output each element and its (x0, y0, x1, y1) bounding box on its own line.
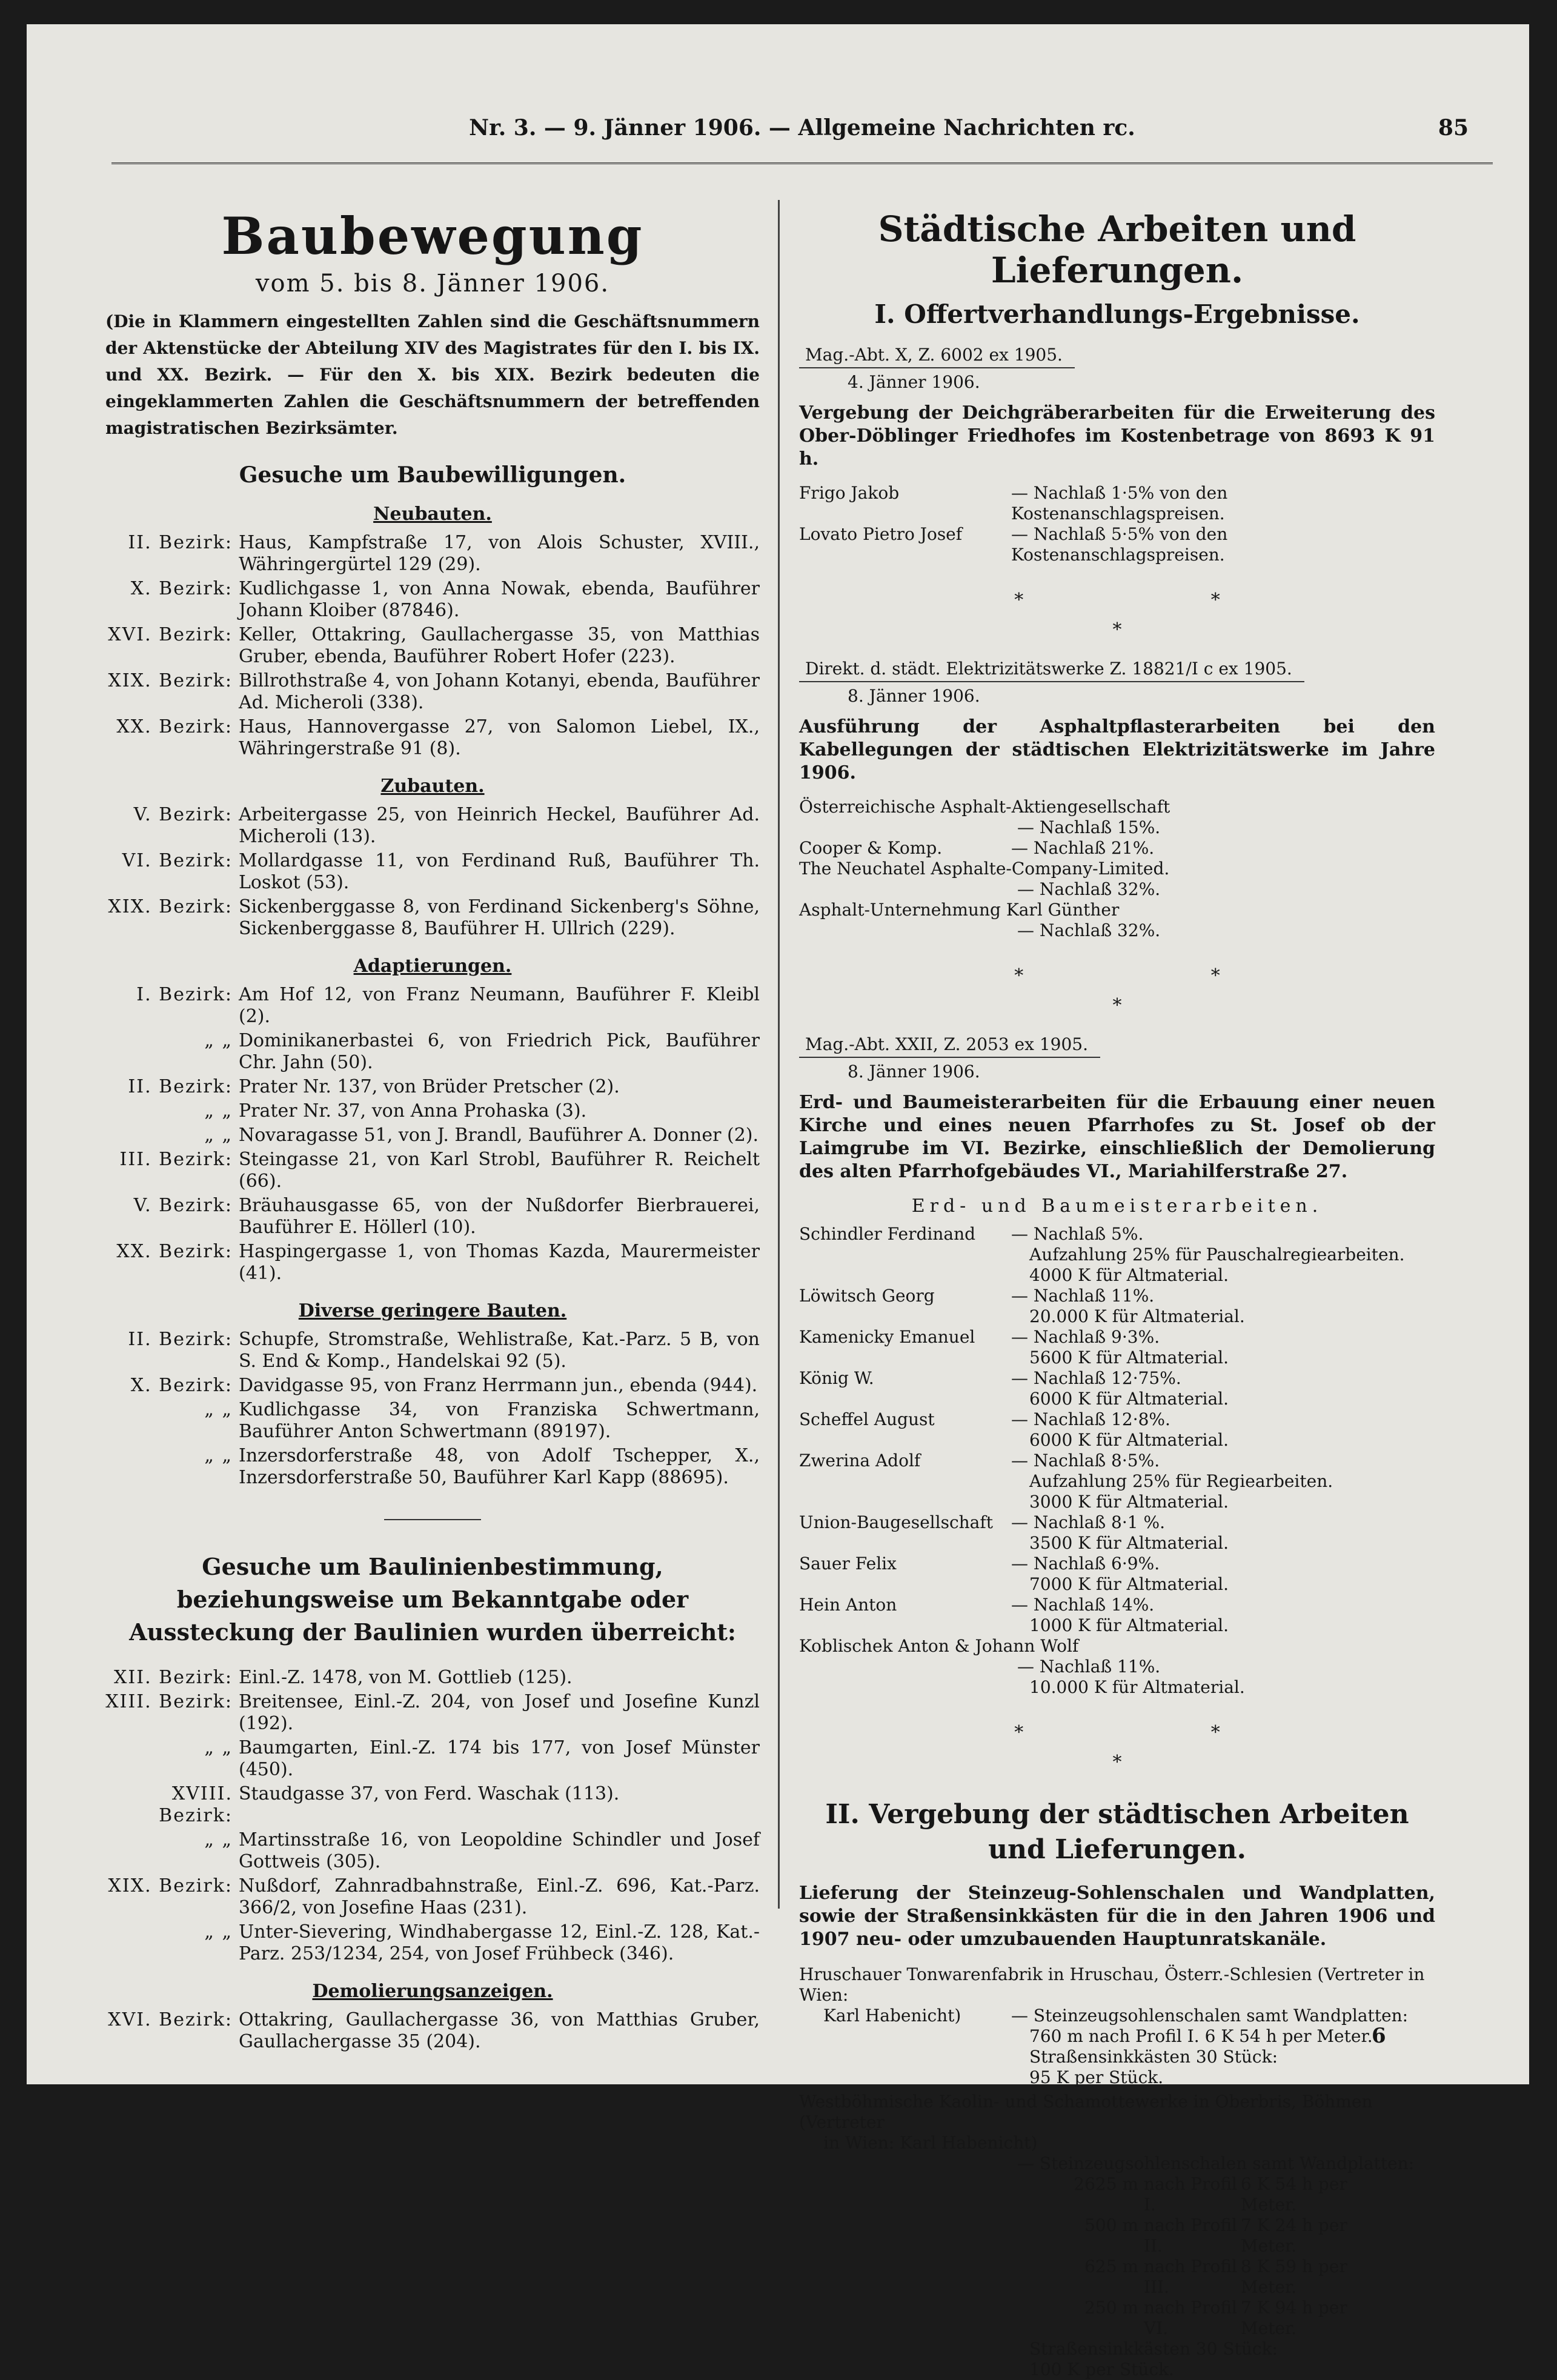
bidder-name: Koblischek Anton & Johann Wolf (799, 1636, 1079, 1656)
list-item: X. Bezirk: Davidgasse 95, von Franz Herrmann jun., ebenda (944). (130, 1375, 758, 1396)
list-item: XIX. Bezirk: Nußdorf, Zahnradbahnstraße, Einl.-Z. 696, Kat.-Parz. 366/2, von Josefine Haas (231). (108, 1875, 760, 1918)
list-item: I. Bezirk: Am Hof 12, von Franz Neumann, Bauführer F. Kleibl (2). (136, 984, 760, 1027)
date-range: vom 5. bis 8. Jänner 1906. (255, 270, 610, 298)
bid-detail: 3000 K für Altmaterial. (1029, 1492, 1229, 1512)
bid-detail: 6000 K für Altmaterial. (1029, 1389, 1229, 1409)
reference-date: 8. Jänner 1906. (848, 1062, 980, 1082)
bid-row: Löwitsch Georg — Nachlaß 11%. (799, 1286, 1155, 1306)
table-row: 2625 m nach Profil I. 6 K 54 h per Meter. (1074, 2174, 1347, 2215)
main-title: Baubewegung (221, 206, 644, 266)
subsection-heading: Zubauten. (380, 776, 485, 797)
supplier-name: Westböhmische Kaolin- und Schamottewerke in Oberbris, Böhmen (Vertreter (799, 2092, 1373, 2132)
list-item: XIX. Bezirk: Billrothstraße 4, von Johann Kotanyi, ebenda, Bauführer Ad. Micheroli (338). (108, 670, 760, 713)
supplier-detail: 760 m nach Profil I. 6 K 54 h per Meter. (1029, 2026, 1373, 2046)
list-item: V. Bezirk: Arbeitergasse 25, von Heinrich Heckel, Bauführer Ad. Micheroli (13). (133, 804, 760, 847)
bid-detail: 1000 K für Altmaterial. (1029, 1615, 1229, 1635)
list-item: X. Bezirk: Kudlichgasse 1, von Anna Nowak, ebenda, Bauführer Johann Kloiber (87846). (130, 578, 760, 621)
list-item: „ „ Dominikanerbastei 6, von Friedrich Pick, Bauführer Chr. Jahn (50). (204, 1030, 760, 1073)
header-rule (111, 162, 1493, 170)
supplier-detail: Straßensinkkästen 30 Stück: (1029, 2339, 1278, 2359)
tender-description: Erd- und Baumeisterarbeiten für die Erbauung einer neuen Kirche und eines neuen Pfarrhofes zu St. Josef ob der Laimgrube im VI. Bezirke, einschließlich der Demolierung des alten Pfarrhofgebäudes VI., Mariahilferstraße 27. (799, 1092, 1435, 1182)
column-divider (778, 200, 780, 1909)
list-item: „ „ Martinsstraße 16, von Leopoldine Schindler und Josef Gottweis (305). (204, 1829, 760, 1872)
section-heading: Gesuche um Baulinienbestimmung, beziehungsweise um Bekanntgabe oder Aussteckung der Baulinien wurden überreicht: (129, 1553, 736, 1646)
bid-row: Union-Baugesellschaft — Nachlaß 8·1 %. (799, 1512, 1165, 1532)
bid-row: Sauer Felix — Nachlaß 6·9%. (799, 1554, 1160, 1574)
separator-stars: * * (1014, 590, 1311, 611)
reference-number: Direkt. d. städt. Elektrizitätswerke Z. 18821/I c ex 1905. (799, 659, 1304, 682)
delivery-description: Lieferung der Steinzeug-Sohlenschalen und Wandplatten, sowie der Straßensinkkästen für die in den Jahren 1906 und 1907 neu- oder umzubauenden Hauptunratskanäle. (799, 1883, 1435, 1950)
list-item: „ „ Inzersdorferstraße 48, von Adolf Tschepper, X., Inzersdorferstraße 50, Bauführer Karl Kapp (88695). (204, 1445, 760, 1488)
supplier-detail: 95 K per Stück. (1029, 2067, 1164, 2087)
bid-row: Kamenicky Emanuel — Nachlaß 9·3%. (799, 1327, 1160, 1347)
bid-value: — Nachlaß 32%. (1017, 920, 1161, 940)
bid-row: König W. — Nachlaß 12·75%. (799, 1368, 1181, 1388)
separator-star: * (1112, 1752, 1122, 1773)
separator-star: * (1112, 995, 1122, 1016)
bid-row: Lovato Pietro Josef — Nachlaß 5·5% von den Kostenanschlagspreisen. (799, 524, 1228, 565)
bid-detail: 7000 K für Altmaterial. (1029, 1574, 1229, 1594)
list-item: XIX. Bezirk: Sickenberggasse 8, von Ferdinand Sickenberg's Söhne, Sickenberggasse 8, Bauführer H. Ullrich (229). (108, 896, 760, 939)
bid-detail: Aufzahlung 25% für Pauschalregiearbeiten. (1029, 1245, 1405, 1265)
bid-row: Schindler Ferdinand — Nachlaß 5%. (799, 1224, 1144, 1244)
subsection-heading: Neubauten. (373, 504, 492, 525)
price-table (799, 2174, 1435, 2339)
bid-detail: 6000 K für Altmaterial. (1029, 1430, 1229, 1450)
bidder-name: The Neuchatel Asphalte-Company-Limited. (799, 859, 1170, 879)
reference-number: Mag.-Abt. XXII, Z. 2053 ex 1905. (799, 1034, 1100, 1058)
bid-value: — Nachlaß 11%. (1017, 1657, 1161, 1677)
bid-value: — Nachlaß 32%. (1017, 879, 1161, 899)
right-column (799, 194, 1435, 2380)
newspaper-page (27, 24, 1529, 2379)
table-row: 250 m nach Profil VI. 7 K 94 h per Meter. (1084, 2298, 1347, 2338)
supplier-detail: in Wien: Karl Habenicht) (823, 2133, 1038, 2153)
list-item: II. Bezirk: Schupfe, Stromstraße, Wehlistraße, Kat.-Parz. 5 B, von S. End & Komp., Handelskai 92 (5). (128, 1329, 760, 1372)
bid-detail: 10.000 K für Altmaterial. (1029, 1677, 1245, 1697)
tender-description: Ausführung der Asphaltpflasterarbeiten bei den Kabellegungen der städtischen Elektrizitätswerke im Jahre 1906. (799, 716, 1435, 783)
explanatory-note: (Die in Klammern eingestellten Zahlen sind die Geschäftsnummern der Aktenstücke der Abteilung XIV des Magistrates für den I. bis IX. und XX. Bezirk. — Für den X. bis XIX. Bezirk bedeuten die eingeklammerten Zahlen die Geschäftsnummern der betreffenden magistratischen Bezirksämter. (105, 311, 760, 438)
reference-number: Mag.-Abt. X, Z. 6002 ex 1905. (799, 345, 1075, 368)
separator-stars: * * (1014, 965, 1311, 986)
bid-detail: 20.000 K für Altmaterial. (1029, 1306, 1245, 1326)
bid-row: Scheffel August — Nachlaß 12·8%. (799, 1409, 1170, 1429)
section-divider (384, 1519, 481, 1520)
subsection-heading: Demolierungsanzeigen. (312, 1981, 553, 2002)
table-row: 500 m nach Profil II. 7 K 24 h per Meter. (1084, 2215, 1347, 2256)
reference-date: 8. Jänner 1906. (848, 686, 980, 706)
list-item: „ „ Baumgarten, Einl.-Z. 174 bis 177, von Josef Münster (450). (204, 1737, 760, 1780)
bidder-name: Österreichische Asphalt-Aktiengesellschaft (799, 797, 1170, 817)
signature-number: 6 (1372, 2024, 1386, 2048)
list-item: XX. Bezirk: Haspingergasse 1, von Thomas Kazda, Maurermeister (41). (116, 1241, 760, 1284)
tender-description: Vergebung der Deichgräberarbeiten für die Erweiterung des Ober-Döblinger Friedhofes im Kostenbetrage von 8693 K 91 h. (799, 402, 1435, 470)
bid-detail: 4000 K für Altmaterial. (1029, 1265, 1229, 1285)
page-header (111, 115, 1493, 158)
supplier-name: Hruschauer Tonwarenfabrik in Hruschau, Österr.-Schlesien (Vertreter in Wien: (799, 1964, 1425, 2005)
bid-detail: Aufzahlung 25% für Regiearbeiten. (1029, 1471, 1333, 1491)
list-item: XIII. Bezirk: Breitensee, Einl.-Z. 204, von Josef und Josefine Kunzl (192). (105, 1691, 760, 1734)
supplier-detail: 100 K per Stück. (1029, 2359, 1174, 2379)
section-heading: I. Offertverhandlungs-Ergebnisse. (874, 299, 1360, 329)
list-item: II. Bezirk: Prater Nr. 137, von Brüder Pretscher (2). (128, 1076, 620, 1097)
bid-row: Cooper & Komp. — Nachlaß 21%. (799, 838, 1155, 858)
supplier-detail: — Steinzeugsohlenschalen samt Wandplatten: (1017, 2153, 1415, 2173)
bidder-name: Asphalt-Unternehmung Karl Günther (799, 900, 1120, 920)
bid-detail: 3500 K für Altmaterial. (1029, 1533, 1229, 1553)
bid-detail: 5600 K für Altmaterial. (1029, 1348, 1229, 1368)
right-title: Städtische Arbeiten und Lieferungen. (878, 208, 1356, 291)
reference-date: 4. Jänner 1906. (848, 372, 980, 392)
list-item: „ „ Kudlichgasse 34, von Franziska Schwertmann, Bauführer Anton Schwertmann (89197). (204, 1399, 760, 1442)
bid-value: — Nachlaß 15%. (1017, 817, 1161, 837)
header-title: Nr. 3. — 9. Jänner 1906. — Allgemeine Nachrichten rc. (469, 115, 1135, 141)
subsection-heading: Diverse geringere Bauten. (298, 1300, 567, 1321)
separator-star: * (1112, 619, 1122, 640)
list-item: VI. Bezirk: Mollardgasse 11, von Ferdinand Ruß, Bauführer Th. Loskot (53). (122, 850, 760, 893)
bid-row: Hein Anton — Nachlaß 14%. (799, 1595, 1155, 1615)
list-item: „ „ Novaragasse 51, von J. Brandl, Bauführer A. Donner (2). (204, 1125, 759, 1146)
list-item: „ „ Prater Nr. 37, von Anna Prohaska (3). (204, 1100, 587, 1122)
supplier-detail: Straßensinkkästen 30 Stück: (1029, 2047, 1278, 2067)
list-item: XVI. Bezirk: Ottakring, Gaullachergasse 36, von Matthias Gruber, Gaullachergasse 35 (204). (108, 2009, 760, 2052)
list-item: „ „ Unter-Sievering, Windhabergasse 12, Einl.-Z. 128, Kat.-Parz. 253/1234, 254, von Josef Frühbeck (346). (204, 1921, 760, 1964)
section-heading: Gesuche um Baubewilligungen. (239, 462, 626, 488)
list-item: II. Bezirk: Haus, Kampfstraße 17, von Alois Schuster, XVIII., Währingergürtel 129 (29). (128, 532, 760, 575)
separator-stars: * * (1014, 1722, 1311, 1743)
bid-row: Frigo Jakob — Nachlaß 1·5% von den Kostenanschlagspreisen. (799, 483, 1228, 524)
section-heading: II. Vergebung der städtischen Arbeiten und Lieferungen. (825, 1799, 1409, 1865)
work-category: Erd- und Baumeisterarbeiten. (911, 1195, 1323, 1217)
list-item: III. Bezirk: Steingasse 21, von Karl Strobl, Bauführer R. Reichelt (66). (119, 1149, 760, 1192)
list-item: V. Bezirk: Bräuhausgasse 65, von der Nußdorfer Bierbrauerei, Bauführer E. Höllerl (10). (133, 1195, 760, 1238)
supplier-line: Karl Habenicht) — Steinzeugsohlenschalen samt Wandplatten: (823, 2006, 1409, 2026)
list-item: XX. Bezirk: Haus, Hannovergasse 27, von Salomon Liebel, IX., Währingerstraße 91 (8). (116, 716, 760, 759)
list-item: XVI. Bezirk: Keller, Ottakring, Gaullachergasse 35, von Matthias Gruber, ebenda, Bauführer Robert Hofer (223). (108, 624, 760, 667)
table-row: 625 m nach Profil III. 8 K 59 h per Meter. (1084, 2256, 1347, 2297)
list-item: XII. Bezirk: Einl.-Z. 1478, von M. Gottlieb (125). (114, 1667, 573, 1688)
subsection-heading: Adaptierungen. (353, 956, 512, 977)
bid-row: Zwerina Adolf — Nachlaß 8·5%. (799, 1451, 1160, 1471)
left-column (105, 194, 760, 2055)
page-number: 85 (1438, 115, 1469, 141)
list-item: XVIII. Bezirk: Staudgasse 37, von Ferd. Waschak (113). (159, 1783, 620, 1826)
